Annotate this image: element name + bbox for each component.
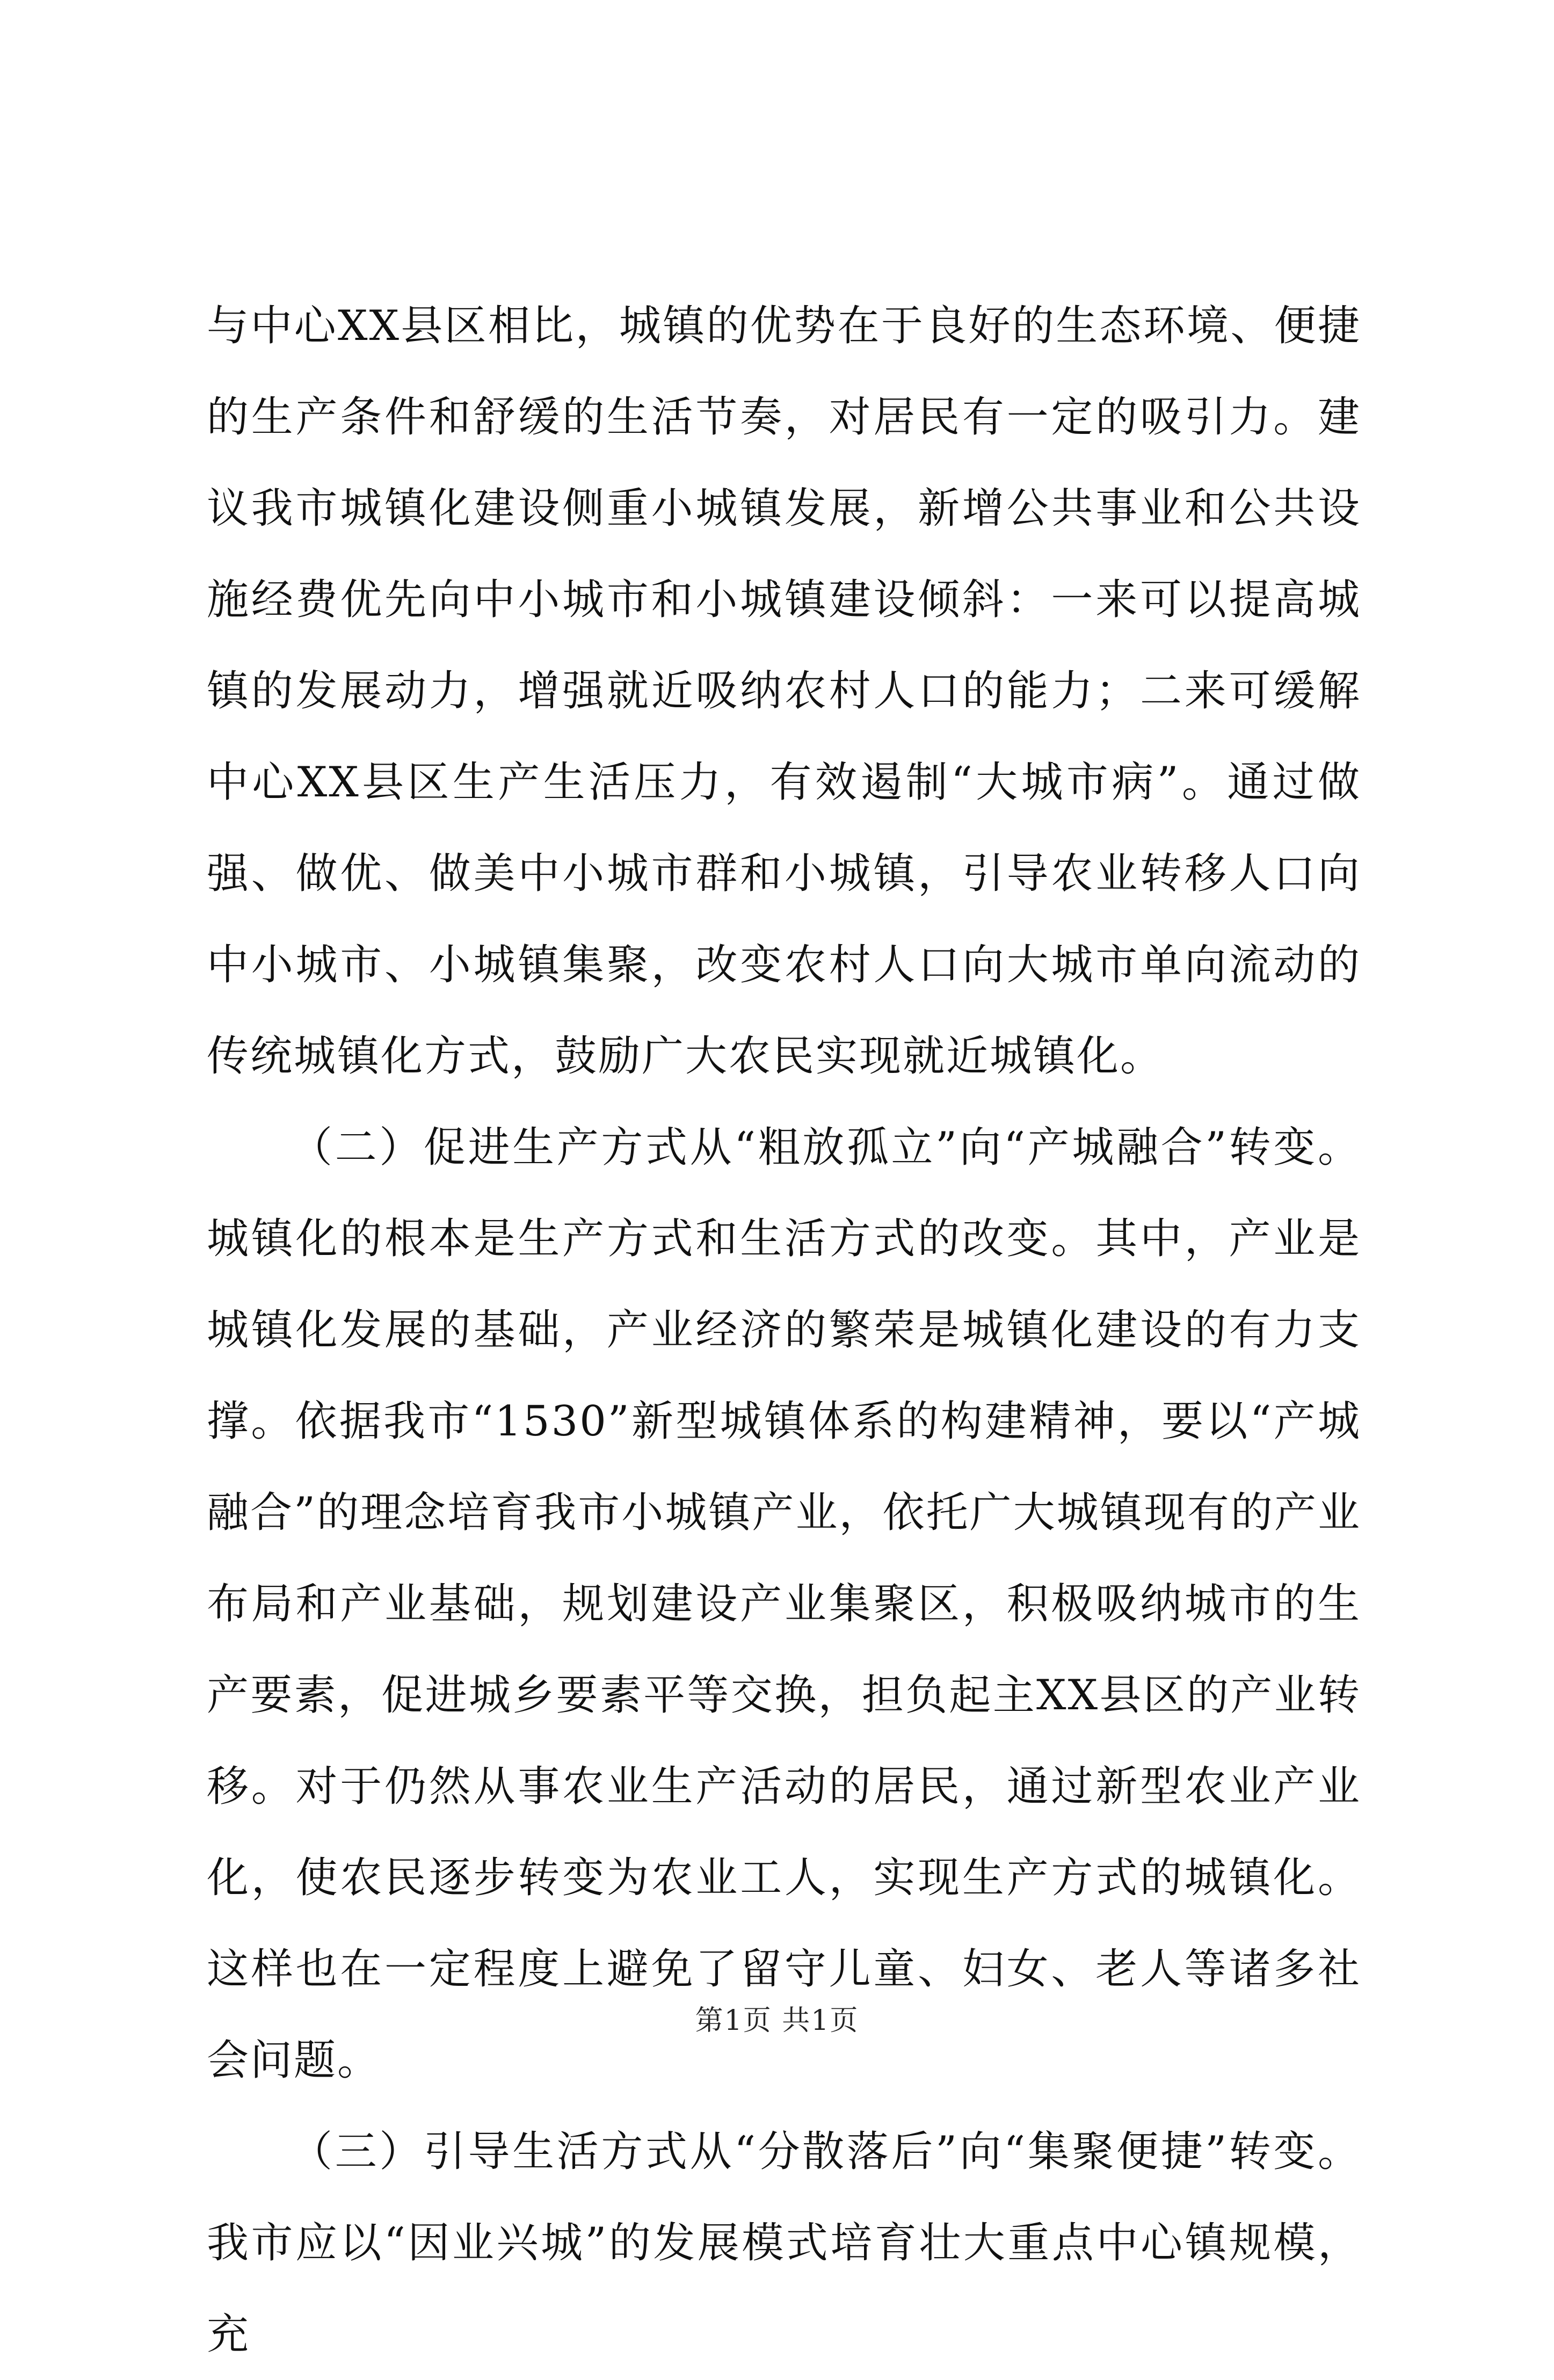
document-body [207, 280, 1361, 2380]
paragraph-continuation: 与中心XX县区相比，城镇的优势在于良好的生态环境、便捷的生产条件和舒缓的生活节奏，对居民有一定的吸引力。建议我市城镇化建设侧重小城镇发展，新增公共事业和公共设施经费优先向中小城市和小城镇建设倾斜：一来可以提高城镇的发展动力，增强就近吸纳农村人口的能力；二来可缓解中心XX县区生产生活压力，有效遏制“大城市病”。通过做强、做优、做美中小城市群和小城镇，引导农业转移人口向中小城市、小城镇集聚，改变农村人口向大城市单向流动的传统城镇化方式，鼓励广大农民实现就近城镇化。 [207, 302, 1361, 1080]
paragraph-section-two: （二）促进生产方式从“粗放孤立”向“产城融合”转变。城镇化的根本是生产方式和生活方式的改变。其中，产业是城镇化发展的基础，产业经济的繁荣是城镇化建设的有力支撑。依据我市“1530”新型城镇体系的构建精神，要以“产城融合”的理念培育我市小城镇产业，依托广大城镇现有的产业布局和产业基础，规划建设产业集聚区，积极吸纳城市的生产要素，促进城乡要素平等交换，担负起主XX县区的产业转移。对于仍然从事农业生产活动的居民，通过新型农业产业化，使农民逐步转变为农业工人，实现生产方式的城镇化。这样也在一定程度上避免了留守儿童、妇女、老人等诸多社会问题。 [207, 1123, 1361, 2085]
paragraph-section-three: （三）引导生活方式从“分散落后”向“集聚便捷”转变。我市应以“因业兴城”的发展模式培育壮大重点中心镇规模，充 [207, 2128, 1361, 2359]
page-footer: 第1页 共1页 [695, 2005, 859, 2037]
